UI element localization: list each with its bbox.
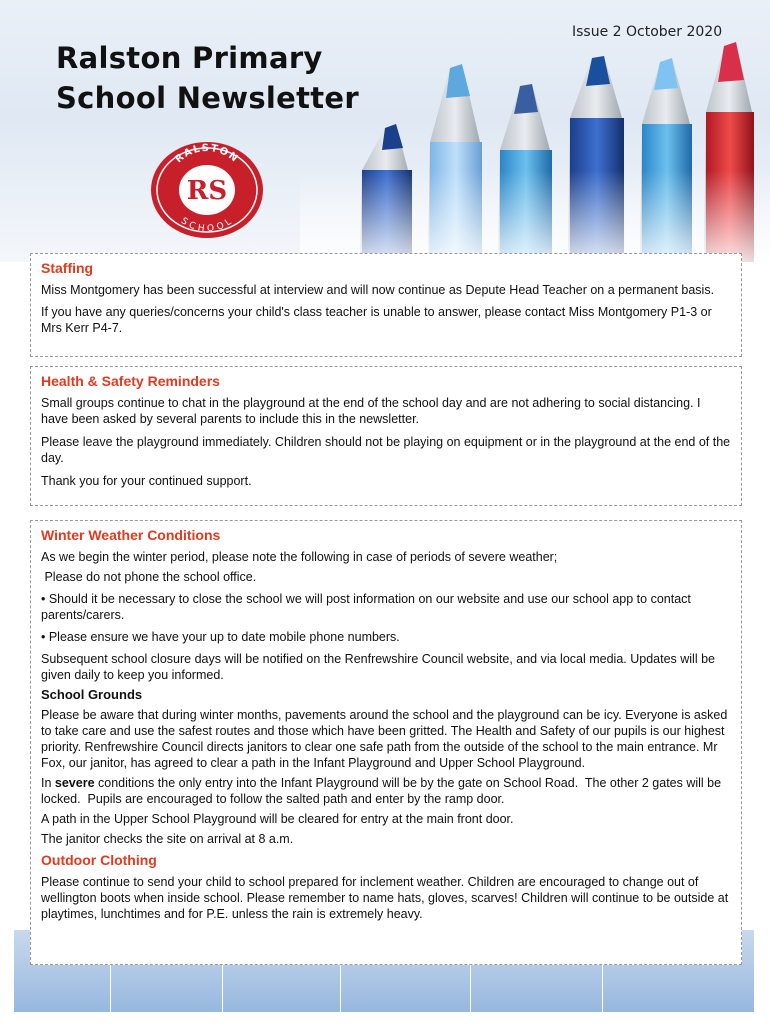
grounds-paragraph-4: The janitor checks the site on arrival at 8 a.m. xyxy=(41,832,294,846)
grounds-paragraph-1: Please be aware that during winter months, pavements around the school and the playground can be icy. Everyone is asked to take care and use the safest routes and those which have been gritted. The Health and Safety of our pupils is our highest priority. Renfrewshire Council directs janitors to clear one safe path from the outside of the school to the main entrance. Mr Fox, our janitor, has agreed to clear a path in the Infant Playground and Upper School Playground. xyxy=(41,708,728,770)
staffing-section xyxy=(30,253,742,357)
logo-bottom-text: SCHOOL xyxy=(179,216,236,235)
staffing-paragraph-2: If you have any queries/concerns your child's class teacher is unable to answer, please contact Miss Montgomery P1-3 or Mrs Kerr P4-7. xyxy=(41,305,712,335)
health-paragraph-2: Please leave the playground immediately. Children should not be playing on equipment or in the playground at the end of the day. xyxy=(41,435,731,465)
health-paragraph-3: Thank you for your continued support. xyxy=(41,474,252,488)
winter-paragraph-2: Please do not phone the school office. xyxy=(41,570,257,584)
newsletter-title xyxy=(56,38,359,118)
staffing-heading: Staffing xyxy=(41,260,94,276)
winter-bullet-1: • Should it be necessary to close the school we will post information on our website and use our school app to contact parents/carers. xyxy=(41,592,691,622)
winter-paragraph-5: Subsequent school closure days will be notified on the Renfrewshire Council website, and via local media. Updates will be given daily to keep you informed. xyxy=(41,652,715,682)
winter-heading: Winter Weather Conditions xyxy=(41,527,221,543)
grounds-p2-post: conditions the only entry into the Infant Playground will be by the gate on School Road. The other 2 gates will be locked. Pupils are encouraged to follow the salted path and enter by the ramp door. xyxy=(41,776,725,806)
outdoor-clothing-heading: Outdoor Clothing xyxy=(41,852,157,868)
issue-date: Issue 2 October 2020 xyxy=(572,24,723,40)
title-line-2: School Newsletter xyxy=(56,81,360,115)
school-grounds-heading: School Grounds xyxy=(41,687,143,702)
grounds-paragraph-2 xyxy=(41,775,731,807)
health-safety-section xyxy=(30,366,742,506)
winter-bullet-2: • Please ensure we have your up to date mobile phone numbers. xyxy=(41,630,400,644)
grounds-paragraph-3: A path in the Upper School Playground will be cleared for entry at the main front door. xyxy=(41,812,514,826)
winter-paragraph-1: As we begin the winter period, please note the following in case of periods of severe weather; xyxy=(41,550,558,564)
grounds-p2-pre: In xyxy=(41,776,55,790)
footer-bottom-strip xyxy=(14,1012,754,1024)
staffing-paragraph-1: Miss Montgomery has been successful at interview and will now continue as Depute Head Teacher on a permanent basis. xyxy=(41,283,715,297)
logo-monogram: RS xyxy=(186,176,228,206)
grounds-p2-bold: severe xyxy=(54,776,95,790)
title-line-1: Ralston Primary xyxy=(56,41,323,75)
logo-top-text: RALSTON xyxy=(173,142,241,166)
school-logo xyxy=(146,140,268,240)
health-safety-heading: Health & Safety Reminders xyxy=(41,373,220,389)
winter-weather-section xyxy=(30,520,742,965)
clothing-paragraph: Please continue to send your child to school prepared for inclement weather. Children are encouraged to change out of wellington boots when inside school. Please remember to name hats, gloves, scarves! Children will continue to be outside at playtimes, lunchtimes and for P.E. unless the rain is extremely heavy. xyxy=(41,875,729,921)
health-paragraph-1: Small groups continue to chat in the playground at the end of the school day and are not adhering to social distancing. I have been asked by several parents to include this in the newsletter. xyxy=(41,396,701,426)
